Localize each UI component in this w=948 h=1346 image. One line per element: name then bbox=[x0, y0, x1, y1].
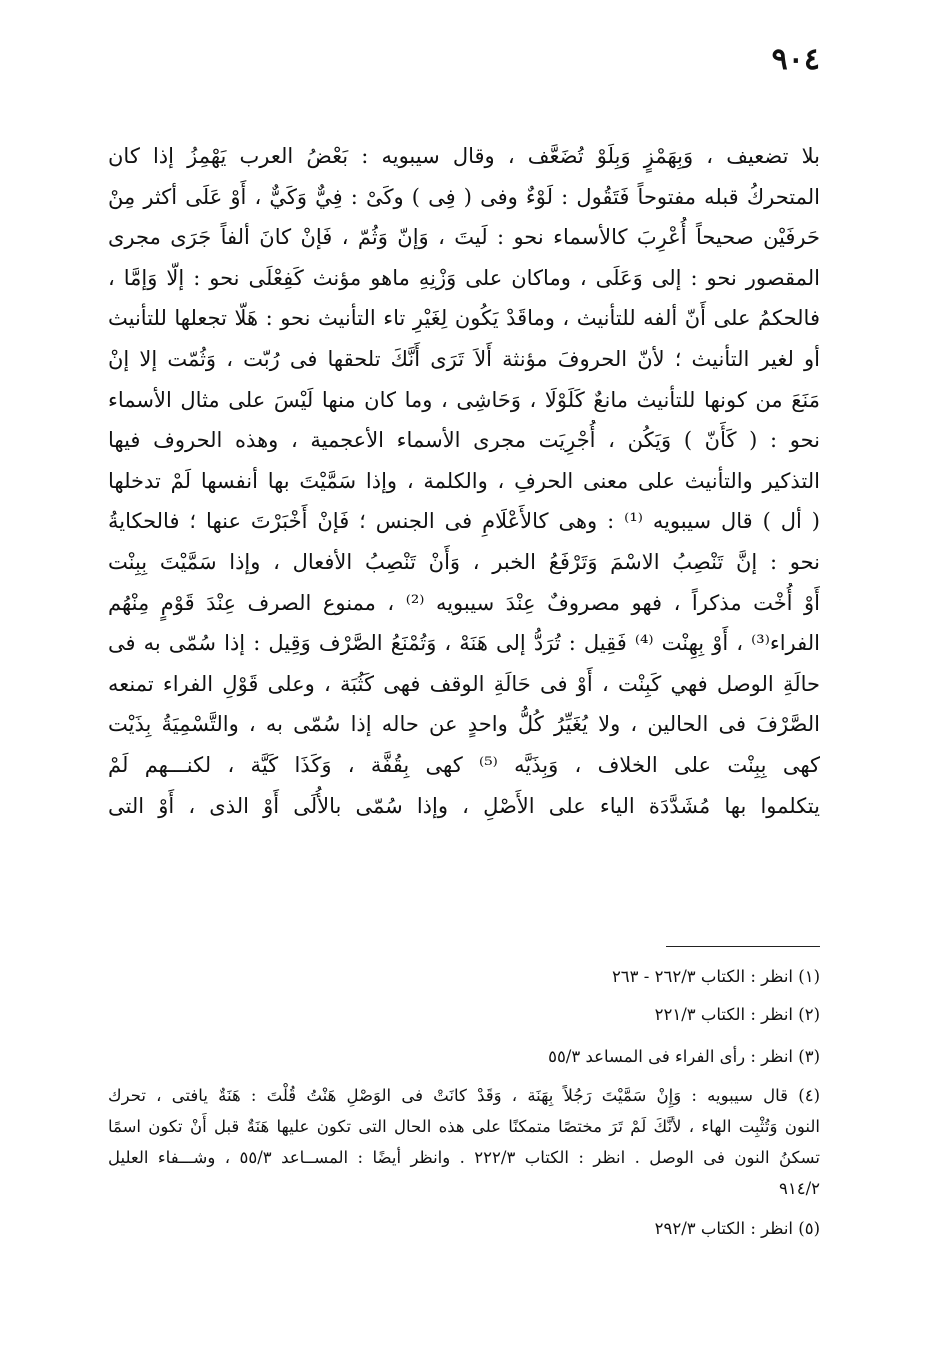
footnote-4-line: النون وَتُثْبِت الهاء ، لأنَّكَ لَمْ تَرَ مختصًا متمكنًا على هذه الحال التى تكون عليها هَنَةٌ قبل أَنْ تكون اسمًا bbox=[108, 1117, 820, 1136]
footnote-4-line: (٤) قال سيبويه : وَإِنْ سَمَّيْتَ رَجُلاً بِهَنَة ، وَقَدْ كانَتْ فى الوَصْلِ هَنْتُ قُلْتَ : هَنَةٌ يافتى ، تحرك bbox=[108, 1086, 820, 1105]
footnote-1: (١) انظر : الكتاب ٢٦٢/٣ - ٢٦٣ bbox=[611, 967, 820, 986]
text-line: كهى بِبِنْت على الخلاف ، وَبِذَيَّه ⁽⁵⁾ كهى بِقُفَّة ، وَكَذَا كَيَّة ، لكنـــهم لَمْ bbox=[108, 752, 820, 777]
text-line: التذكير والتأنيث على معنى الحرفِ ، والكلمة ، وإذا سَمَّيْتَ بها أنفسها لَمْ تدخلها bbox=[108, 468, 820, 493]
text-line: حالَةِ الوصل فهي كَبِنْت ، أَوْ فى حَالَةِ الوقف فهى كَثُبَة ، وعلى قَوْلِ الفراء تمنعه bbox=[108, 671, 820, 696]
text-line: نحو : ( كَأَنّ ) وَيَكُن ، أُجْرِيَت مجرى الأسماء الأعجمية ، وهذه الحروف فيها bbox=[108, 428, 820, 453]
text-line: فالحكمُ على أَنّ ألفه للتأنيث ، وماقَدْ يَكُون لِغَيْرِ تاء التأنيث نحو : هَلّا تجعلها للتأنيث bbox=[108, 306, 820, 331]
footnote-2: (٢) انظر : الكتاب ٢٢١/٣ bbox=[654, 1005, 820, 1024]
footnote-3: (٣) انظر : رأى الفراء فى المساعد ٥٥/٣ bbox=[548, 1047, 820, 1066]
text-line: ( أل ) قال سيبويه ⁽¹⁾ : وهى كالأَعْلَامِ فى الجنس ؛ فَإنْ أَخْبَرْتَ عنها ؛ فالحكايةُ bbox=[108, 509, 820, 534]
footnotes bbox=[108, 960, 820, 1250]
main-text bbox=[108, 136, 820, 826]
text-line: حَرفَيْن صحيحاً أُعْرِبَ كالأسماء نحو : لَيتَ ، وَإنّ وَثُمّ ، فَإنْ كانَ ألفاً جَرَى مجرى bbox=[108, 225, 820, 250]
footnote-4 bbox=[108, 1080, 820, 1204]
text-line: المتحركُ قبله مفتوحاً فَتَقُول : لَوْءٌ وفى ( فِى ) وكَىْ : فِيٌّ وَكَيٌّ ، أَوْ عَلَى أكثر مِنْ bbox=[108, 184, 820, 209]
footnote-4-line: ٩١٤/٢ bbox=[778, 1179, 820, 1198]
text-line: أو لغير التأنيث ؛ لأنّ الحروفَ مؤنثة أَلاَ تَرَى أَنَّكَ تلحقها فى رُبّت ، وَثُمّت إلا إنْ bbox=[108, 346, 820, 371]
text-line: الفراء⁽³⁾ ، أَوْ بِهِنْت ⁽⁴⁾ فَقِيل : تُرَدُّ إلى هَنَهْ ، وَتُمْنَعُ الصَّرْف وَقِيل : إذا سُمّى به فى bbox=[108, 631, 820, 656]
text-line: المقصور نحو : إلى وَعَلَى ، وماكان على وَزْنِهِ ماهو مؤنث كَفِعْلَى نحو : إلّا وَإمَّا ، bbox=[108, 265, 820, 290]
text-line: مَنَعَ من كونها للتأنيث مانعٌ كَلَوْلَا ، وَحَاشِى ، وما كان منها لَيْسَ على مثال الأسماء bbox=[108, 387, 820, 412]
text-line: بلا تضعيف ، وَبِهَمْزٍ وَبِلَوْ تُضَعَّف ، وقال سيبويه : بَعْضُ العرب يَهْمِزُ إذا كان bbox=[108, 144, 820, 168]
footnote-5: (٥) انظر : الكتاب ٢٩٢/٣ bbox=[654, 1219, 820, 1238]
text-line: أَوْ أُخْت مذكراً ، فهو مصروفٌ عِنْدَ سيبويه ⁽²⁾ ، ممنوع الصرف عِنْدَ قَوْمٍ مِنْهُم bbox=[108, 590, 820, 615]
text-line: نحو : إنَّ تَنْصِبُ الاسْمَ وَتَرْفَعُ الخبر ، وَأَنْ تَنْصِبُ الأفعال ، وإذا سَمَّيْتَ بِبِنْت bbox=[108, 549, 820, 574]
text-line: الصَّرْفَ فى الحالين ، ولا يُغَيِّرُ كُلُّ واحدٍ عن حاله إذا سُمّى به ، والتَّسْمِيَةُ بِذَيْت bbox=[108, 712, 820, 737]
page-number: ٩٠٤ bbox=[771, 42, 820, 77]
footnote-4-line: تسكنُ النون فى الوصل . انظر : الكتاب ٢٢٢/٣ . وانظر أيضًا : المســاعد ٥٥/٣ ، وشـــفاء العليل bbox=[108, 1148, 820, 1167]
footnote-separator bbox=[666, 946, 820, 947]
text-line: يتكلموا بها مُشَدَّدَة الياء على الأَصْلِ ، وإذا سُمّى بالأُلَى أَوْ الذى ، أَوْ التى bbox=[108, 793, 820, 818]
